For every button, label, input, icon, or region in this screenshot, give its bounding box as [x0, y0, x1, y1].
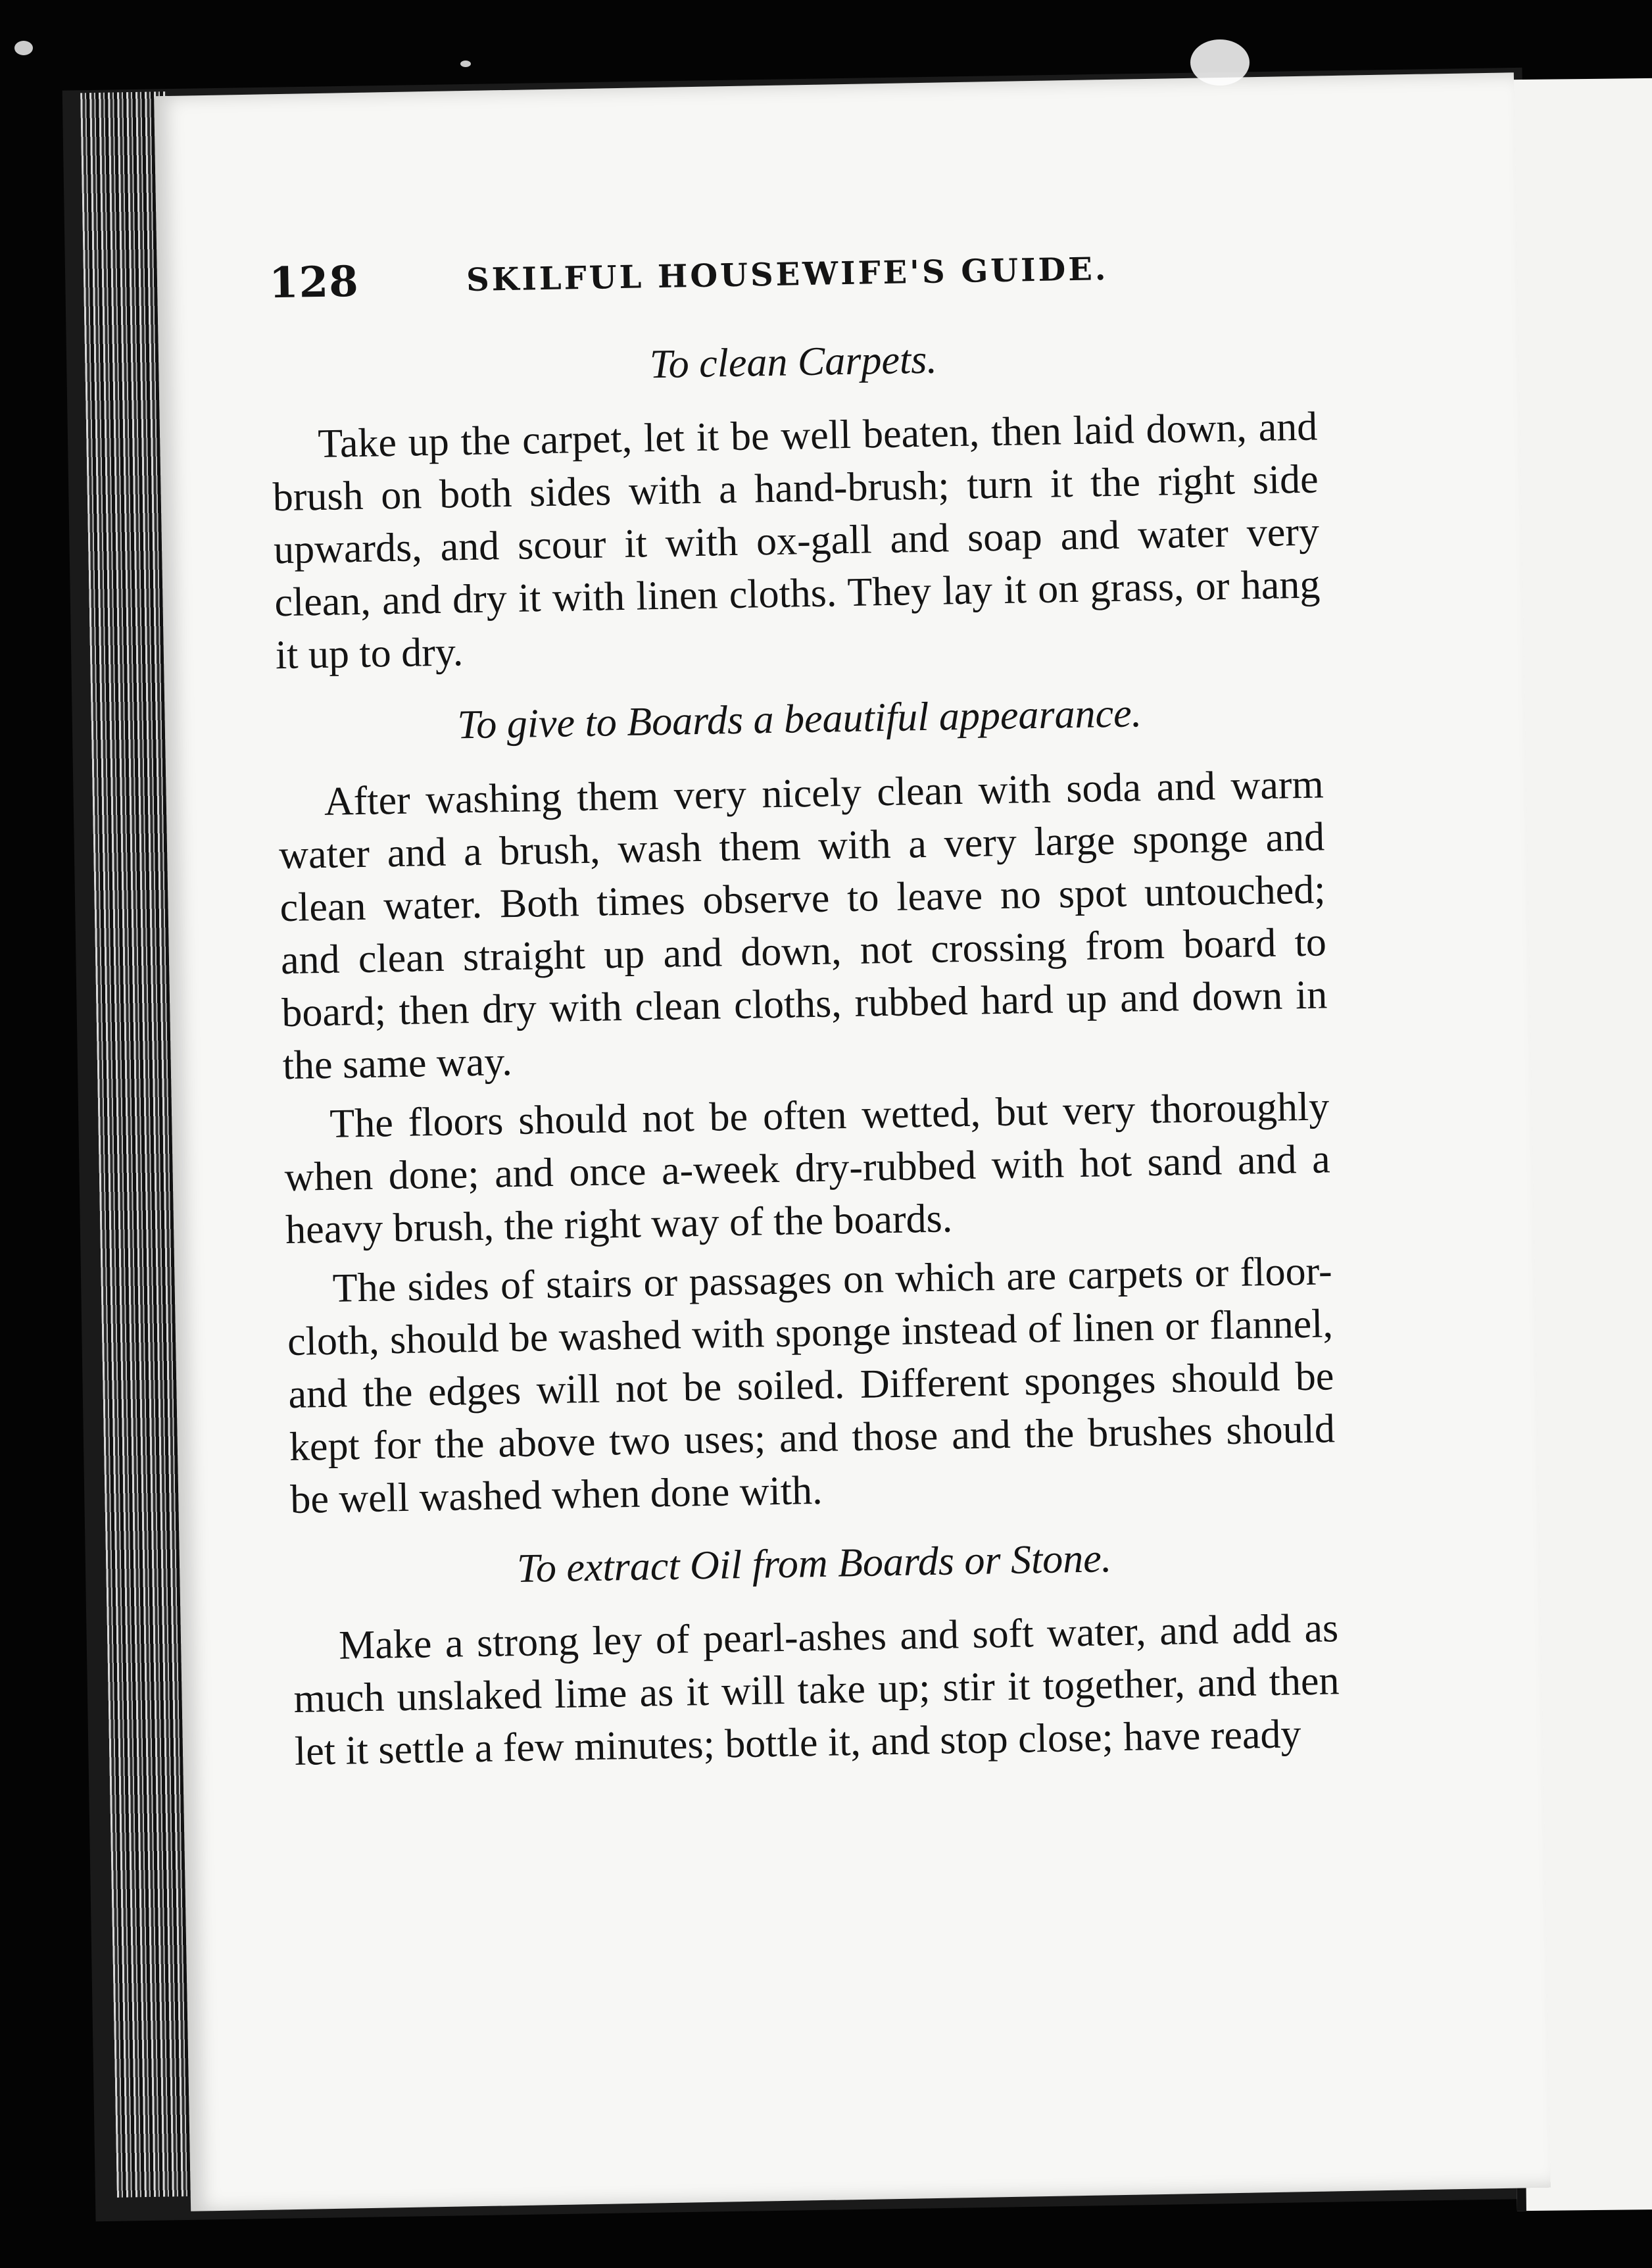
paragraph: Make a strong ley of pearl-ashes and soft water, and add as much unslaked lime as it will take up; stir it together, and then let it settle a few minutes; bottle it, and stop close; have ready — [293, 1606, 1340, 1774]
scan-speck — [14, 41, 33, 55]
running-head — [268, 241, 1315, 322]
paragraph: The floors should not be often wetted, but very thoroughly when done; and once a-week dry-rubbed with hot sand and a heavy brush, the right way of the boards. — [284, 1083, 1331, 1252]
paragraph: The sides of stairs or passages on which are carpets or floor-cloth, should be washed with sponge instead of linen or flannel, and the edges will not be soiled. Different sponges should be kept for the above two uses; and those and the brushes should be well washed when done with. — [287, 1248, 1336, 1522]
paragraph: Take up the carpet, let it be well beaten, then laid down, and brush on both sides with a hand-brush; turn it the right side upwards, and scour it with ox-gall and soap and water very clean, and dry it with linen cloths. They lay it on grass, or hang it up to dry. — [272, 404, 1321, 678]
running-title: SKILFUL HOUSEWIFE'S GUIDE. — [466, 251, 1109, 299]
section-heading: To clean Carpets. — [649, 337, 938, 387]
section-heading: To extract Oil from Boards or Stone. — [516, 1535, 1112, 1591]
scan-speck — [1190, 39, 1250, 86]
section-heading: To give to Boards a beautiful appearance. — [456, 691, 1142, 748]
book-page — [154, 72, 1551, 2211]
paragraph: After washing them very nicely clean with soda and warm water and a brush, wash them with a very large sponge and clean water. Both times observe to leave no spot untouched; and clean straight up and down, not crossing from board to board; then dry with clean cloths, rubbed hard up and down in the same way. — [278, 762, 1328, 1088]
section-clean-carpets — [270, 330, 1322, 682]
page-number: 128 — [268, 257, 360, 308]
section-boards-appearance — [276, 687, 1336, 1526]
section-extract-oil — [291, 1531, 1341, 1778]
page-content — [268, 241, 1341, 1802]
scan-speck — [460, 61, 471, 67]
